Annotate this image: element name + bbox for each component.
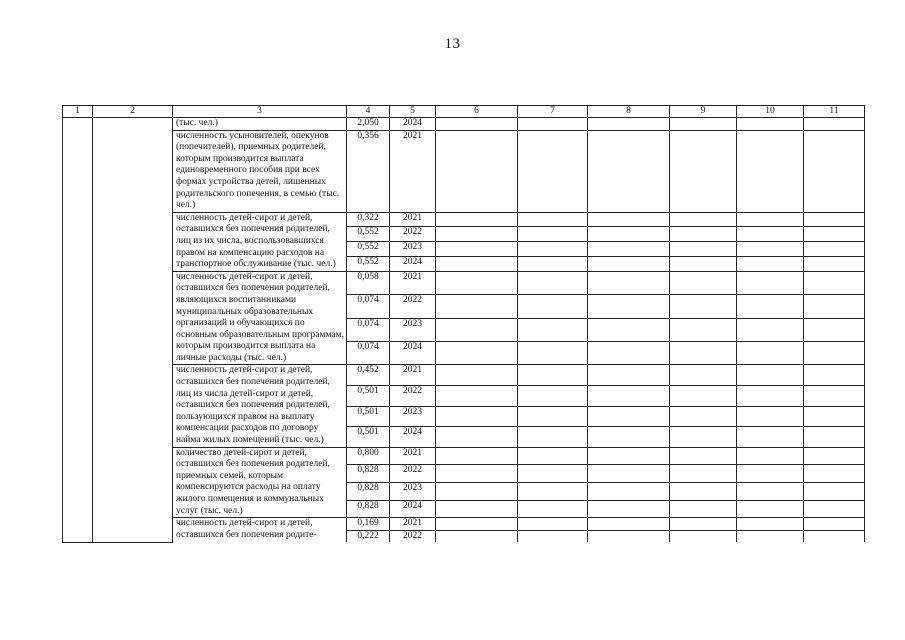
year-cell: 2022 <box>390 465 436 483</box>
empty-cell-col-6 <box>436 530 518 542</box>
year-cell: 2024 <box>390 427 436 448</box>
empty-cell-col-6 <box>436 500 518 518</box>
table-row <box>63 271 865 294</box>
empty-cell-col-6 <box>436 427 518 448</box>
empty-cell-col-6 <box>436 227 518 242</box>
empty-cell-col-10 <box>737 365 804 386</box>
empty-cell-col-8 <box>588 118 670 131</box>
value-cell: 0,058 <box>347 271 390 294</box>
empty-cell-col-8 <box>588 295 670 318</box>
empty-cell-col-9 <box>670 518 737 531</box>
year-cell: 2022 <box>390 295 436 318</box>
empty-cell-col-9 <box>670 212 737 227</box>
empty-cell-col-11 <box>804 242 865 257</box>
column-1-cell <box>63 118 93 543</box>
value-cell: 0,074 <box>347 318 390 341</box>
empty-cell-col-10 <box>737 130 804 212</box>
empty-cell-col-9 <box>670 271 737 294</box>
empty-cell-col-9 <box>670 447 737 465</box>
empty-cell-col-11 <box>804 342 865 365</box>
column-header: 8 <box>588 106 670 118</box>
indicator-text: численность детей-сирот и детей, оставшихся без попечения родителей, являющихся воспитанниками муниципальных образовательных организаций и обучающихся по основным образовательным программам, которым производится выплата на личные расходы (тыс. чел.) <box>173 271 347 365</box>
empty-cell-col-7 <box>518 465 588 483</box>
empty-cell-col-6 <box>436 465 518 483</box>
empty-cell-col-7 <box>518 130 588 212</box>
indicator-text: численность детей-сирот и детей, оставшихся без попечения родителей, лиц из их числа, воспользовавшихся правом на компенсацию расходов на транспортное обслуживание (тыс. чел.) <box>173 212 347 271</box>
empty-cell-col-6 <box>436 342 518 365</box>
indicators-table <box>62 105 865 543</box>
value-cell: 0,356 <box>347 130 390 212</box>
empty-cell-col-10 <box>737 342 804 365</box>
column-header: 10 <box>737 106 804 118</box>
empty-cell-col-8 <box>588 242 670 257</box>
value-cell: 2,050 <box>347 118 390 131</box>
table-row <box>63 447 865 465</box>
empty-cell-col-9 <box>670 242 737 257</box>
indicator-text: количество детей-сирот и детей, оставшихся без попечения родителей, приемных семей, которым компенсируются расходы на оплату жилого помещения и коммунальных услуг (тыс. чел.) <box>173 447 347 518</box>
column-header: 11 <box>804 106 865 118</box>
year-cell: 2021 <box>390 130 436 212</box>
empty-cell-col-9 <box>670 386 737 407</box>
value-cell: 0,501 <box>347 406 390 427</box>
empty-cell-col-11 <box>804 295 865 318</box>
column-header: 5 <box>390 106 436 118</box>
empty-cell-col-8 <box>588 530 670 542</box>
table-row <box>63 118 865 131</box>
empty-cell-col-10 <box>737 406 804 427</box>
value-cell: 0,222 <box>347 530 390 542</box>
empty-cell-col-10 <box>737 212 804 227</box>
table-row <box>63 365 865 386</box>
empty-cell-col-10 <box>737 427 804 448</box>
empty-cell-col-9 <box>670 256 737 271</box>
empty-cell-col-6 <box>436 447 518 465</box>
empty-cell-col-10 <box>737 242 804 257</box>
empty-cell-col-10 <box>737 256 804 271</box>
empty-cell-col-11 <box>804 518 865 531</box>
empty-cell-col-9 <box>670 427 737 448</box>
empty-cell-col-9 <box>670 500 737 518</box>
empty-cell-col-11 <box>804 530 865 542</box>
empty-cell-col-11 <box>804 386 865 407</box>
indicator-text: численность детей-сирот и детей, оставшихся без попечения родите- <box>173 518 347 543</box>
value-cell: 0,552 <box>347 242 390 257</box>
empty-cell-col-8 <box>588 500 670 518</box>
empty-cell-col-7 <box>518 482 588 500</box>
empty-cell-col-6 <box>436 295 518 318</box>
page-number: 13 <box>444 36 461 52</box>
empty-cell-col-9 <box>670 406 737 427</box>
empty-cell-col-6 <box>436 212 518 227</box>
empty-cell-col-10 <box>737 447 804 465</box>
empty-cell-col-10 <box>737 465 804 483</box>
empty-cell-col-6 <box>436 130 518 212</box>
empty-cell-col-6 <box>436 118 518 131</box>
year-cell: 2023 <box>390 318 436 341</box>
empty-cell-col-8 <box>588 212 670 227</box>
empty-cell-col-11 <box>804 318 865 341</box>
empty-cell-col-7 <box>518 271 588 294</box>
empty-cell-col-8 <box>588 130 670 212</box>
value-cell: 0,552 <box>347 256 390 271</box>
empty-cell-col-11 <box>804 271 865 294</box>
empty-cell-col-8 <box>588 447 670 465</box>
value-cell: 0,322 <box>347 212 390 227</box>
empty-cell-col-10 <box>737 482 804 500</box>
indicator-text: численность детей-сирот и детей, оставшихся без попечения родителей, лиц из числа детей-сирот и детей, оставшихся без попечения родителей, пользующихся правом на выплату компенсации расходов по договору найма жилых помещений (тыс. чел.) <box>173 365 347 447</box>
empty-cell-col-7 <box>518 295 588 318</box>
empty-cell-col-11 <box>804 212 865 227</box>
empty-cell-col-6 <box>436 386 518 407</box>
table-row <box>63 518 865 531</box>
value-cell: 0,169 <box>347 518 390 531</box>
column-header: 2 <box>93 106 173 118</box>
empty-cell-col-9 <box>670 365 737 386</box>
empty-cell-col-11 <box>804 130 865 212</box>
empty-cell-col-9 <box>670 342 737 365</box>
column-header: 6 <box>436 106 518 118</box>
empty-cell-col-10 <box>737 318 804 341</box>
empty-cell-col-9 <box>670 318 737 341</box>
empty-cell-col-7 <box>518 318 588 341</box>
empty-cell-col-9 <box>670 118 737 131</box>
empty-cell-col-6 <box>436 318 518 341</box>
header-row <box>63 106 865 118</box>
year-cell: 2024 <box>390 500 436 518</box>
empty-cell-col-7 <box>518 518 588 531</box>
empty-cell-col-6 <box>436 365 518 386</box>
empty-cell-col-7 <box>518 530 588 542</box>
year-cell: 2021 <box>390 518 436 531</box>
empty-cell-col-10 <box>737 295 804 318</box>
empty-cell-col-11 <box>804 365 865 386</box>
empty-cell-col-7 <box>518 427 588 448</box>
empty-cell-col-11 <box>804 465 865 483</box>
column-header: 3 <box>173 106 347 118</box>
empty-cell-col-8 <box>588 386 670 407</box>
column-header: 7 <box>518 106 588 118</box>
value-cell: 0,828 <box>347 482 390 500</box>
empty-cell-col-6 <box>436 482 518 500</box>
empty-cell-col-6 <box>436 256 518 271</box>
empty-cell-col-8 <box>588 365 670 386</box>
empty-cell-col-10 <box>737 518 804 531</box>
value-cell: 0,800 <box>347 447 390 465</box>
empty-cell-col-8 <box>588 465 670 483</box>
empty-cell-col-10 <box>737 386 804 407</box>
empty-cell-col-10 <box>737 271 804 294</box>
empty-cell-col-10 <box>737 227 804 242</box>
empty-cell-col-9 <box>670 295 737 318</box>
empty-cell-col-8 <box>588 482 670 500</box>
year-cell: 2022 <box>390 386 436 407</box>
empty-cell-col-7 <box>518 386 588 407</box>
empty-cell-col-11 <box>804 227 865 242</box>
empty-cell-col-8 <box>588 318 670 341</box>
indicator-text: (тыс. чел.) <box>173 118 347 131</box>
empty-cell-col-7 <box>518 365 588 386</box>
empty-cell-col-7 <box>518 500 588 518</box>
empty-cell-col-9 <box>670 482 737 500</box>
year-cell: 2021 <box>390 447 436 465</box>
empty-cell-col-6 <box>436 271 518 294</box>
empty-cell-col-7 <box>518 406 588 427</box>
empty-cell-col-11 <box>804 500 865 518</box>
empty-cell-col-10 <box>737 530 804 542</box>
empty-cell-col-7 <box>518 227 588 242</box>
value-cell: 0,452 <box>347 365 390 386</box>
empty-cell-col-7 <box>518 256 588 271</box>
year-cell: 2021 <box>390 212 436 227</box>
empty-cell-col-11 <box>804 406 865 427</box>
year-cell: 2023 <box>390 406 436 427</box>
year-cell: 2023 <box>390 482 436 500</box>
empty-cell-col-11 <box>804 427 865 448</box>
empty-cell-col-9 <box>670 227 737 242</box>
year-cell: 2024 <box>390 118 436 131</box>
empty-cell-col-8 <box>588 427 670 448</box>
column-2-cell <box>93 118 173 543</box>
empty-cell-col-6 <box>436 242 518 257</box>
empty-cell-col-8 <box>588 227 670 242</box>
table-row <box>63 130 865 212</box>
empty-cell-col-11 <box>804 256 865 271</box>
empty-cell-col-11 <box>804 118 865 131</box>
empty-cell-col-8 <box>588 271 670 294</box>
column-header: 9 <box>670 106 737 118</box>
year-cell: 2021 <box>390 271 436 294</box>
empty-cell-col-8 <box>588 342 670 365</box>
value-cell: 0,074 <box>347 342 390 365</box>
empty-cell-col-7 <box>518 342 588 365</box>
value-cell: 0,501 <box>347 386 390 407</box>
empty-cell-col-9 <box>670 130 737 212</box>
empty-cell-col-7 <box>518 242 588 257</box>
indicator-text: численность усыновителей, опекунов (попечителей), приемных родителей, которым производится выплата единовременного пособия при всех формах устройства детей, лишенных родительского попечения, в семью (тыс. чел.) <box>173 130 347 212</box>
empty-cell-col-10 <box>737 500 804 518</box>
year-cell: 2022 <box>390 227 436 242</box>
year-cell: 2022 <box>390 530 436 542</box>
empty-cell-col-9 <box>670 530 737 542</box>
value-cell: 0,074 <box>347 295 390 318</box>
empty-cell-col-7 <box>518 118 588 131</box>
year-cell: 2023 <box>390 242 436 257</box>
empty-cell-col-11 <box>804 447 865 465</box>
empty-cell-col-6 <box>436 518 518 531</box>
empty-cell-col-8 <box>588 406 670 427</box>
value-cell: 0,828 <box>347 500 390 518</box>
year-cell: 2021 <box>390 365 436 386</box>
empty-cell-col-7 <box>518 212 588 227</box>
year-cell: 2024 <box>390 256 436 271</box>
empty-cell-col-7 <box>518 447 588 465</box>
empty-cell-col-10 <box>737 118 804 131</box>
empty-cell-col-8 <box>588 256 670 271</box>
value-cell: 0,552 <box>347 227 390 242</box>
year-cell: 2024 <box>390 342 436 365</box>
table-row <box>63 212 865 227</box>
value-cell: 0,828 <box>347 465 390 483</box>
empty-cell-col-9 <box>670 465 737 483</box>
column-header: 4 <box>347 106 390 118</box>
column-header: 1 <box>63 106 93 118</box>
empty-cell-col-8 <box>588 518 670 531</box>
value-cell: 0,501 <box>347 427 390 448</box>
empty-cell-col-11 <box>804 482 865 500</box>
empty-cell-col-6 <box>436 406 518 427</box>
